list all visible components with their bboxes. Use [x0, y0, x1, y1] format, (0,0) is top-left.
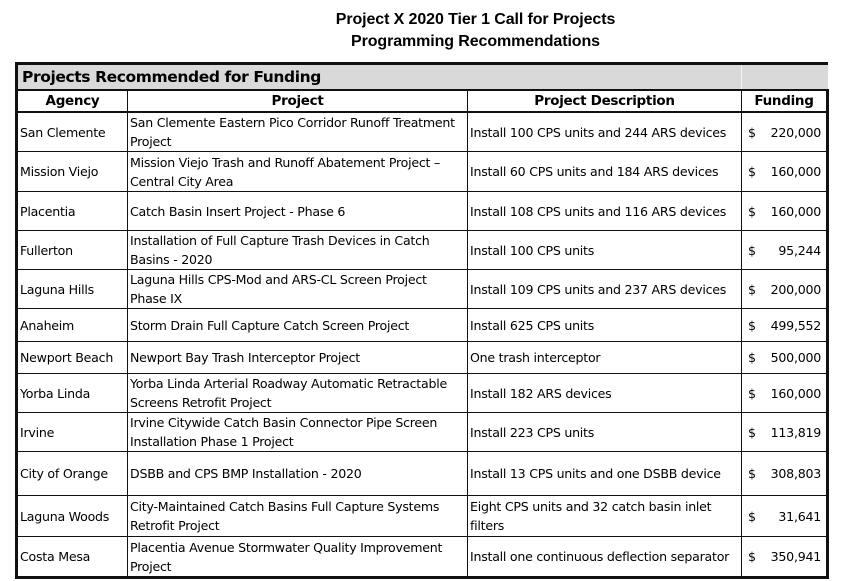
- currency-symbol: $: [748, 242, 756, 258]
- funding-cell: [742, 270, 828, 309]
- funding-cell: [742, 231, 828, 270]
- funding-value: 500,000: [770, 350, 821, 365]
- funding-amount: [747, 464, 821, 483]
- funding-cell: [742, 496, 828, 537]
- currency-symbol: $: [748, 424, 756, 440]
- table-row: [17, 152, 828, 192]
- funding-value: 160,000: [770, 385, 821, 401]
- project-cell: Irvine Citywide Catch Basin Connector Pipe Screen Installation Phase 1 Project: [128, 413, 468, 452]
- table-row: [17, 192, 828, 231]
- table-row: [17, 537, 828, 578]
- agency-cell: Placentia: [17, 192, 128, 231]
- funding-value: 308,803: [770, 466, 821, 481]
- description-cell: Install 13 CPS units and one DSBB device: [468, 452, 742, 496]
- project-cell: DSBB and CPS BMP Installation - 2020: [128, 452, 468, 496]
- column-header-agency: Agency: [17, 90, 128, 112]
- agency-cell: Laguna Woods: [17, 496, 128, 537]
- project-cell: Placentia Avenue Stormwater Quality Improvement Project: [128, 537, 468, 578]
- description-cell: Eight CPS units and 32 catch basin inlet filters: [468, 496, 742, 537]
- agency-cell: City of Orange: [17, 452, 128, 496]
- column-header-funding: Funding: [742, 90, 828, 112]
- title-line-2: Programming Recommendations: [351, 33, 600, 50]
- funding-amount: [747, 280, 821, 299]
- project-cell: Laguna Hills CPS-Mod and ARS-CL Screen Project Phase IX: [128, 270, 468, 309]
- description-cell: Install 182 ARS devices: [468, 374, 742, 413]
- funding-cell: [742, 537, 828, 578]
- project-cell: Installation of Full Capture Trash Devices in Catch Basins - 2020: [128, 231, 468, 270]
- funding-amount: [747, 384, 821, 403]
- project-cell: Mission Viejo Trash and Runoff Abatement Project – Central City Area: [128, 152, 468, 192]
- agency-cell: Costa Mesa: [17, 537, 128, 578]
- table-row: [17, 231, 828, 270]
- project-cell: Catch Basin Insert Project - Phase 6: [128, 192, 468, 231]
- currency-symbol: $: [748, 317, 756, 333]
- currency-symbol: $: [748, 164, 756, 179]
- agency-cell: Anaheim: [17, 309, 128, 342]
- section-title: Projects Recommended for Funding: [17, 64, 742, 91]
- funding-cell: [742, 112, 828, 152]
- description-cell: One trash interceptor: [468, 342, 742, 374]
- section-header-row: [17, 64, 828, 91]
- agency-cell: Fullerton: [17, 231, 128, 270]
- currency-symbol: $: [748, 350, 756, 365]
- project-cell: Yorba Linda Arterial Roadway Automatic Retractable Screens Retrofit Project: [128, 374, 468, 413]
- project-cell: City-Maintained Catch Basins Full Capture Systems Retrofit Project: [128, 496, 468, 537]
- table-row: [17, 342, 828, 374]
- agency-cell: San Clemente: [17, 112, 128, 152]
- funding-amount: [747, 348, 821, 367]
- funding-table: [15, 62, 829, 579]
- funding-amount: [747, 241, 821, 260]
- description-cell: Install 625 CPS units: [468, 309, 742, 342]
- table-row: [17, 112, 828, 152]
- currency-symbol: $: [748, 549, 756, 564]
- table-row: [17, 413, 828, 452]
- column-header-project: Project: [128, 90, 468, 112]
- document-title: [0, 9, 841, 53]
- table-body: [17, 112, 828, 578]
- project-cell: Newport Bay Trash Interceptor Project: [128, 342, 468, 374]
- funding-amount: [747, 316, 821, 335]
- funding-value: 350,941: [770, 549, 821, 564]
- project-cell: Storm Drain Full Capture Catch Screen Project: [128, 309, 468, 342]
- table-row: [17, 309, 828, 342]
- currency-symbol: $: [748, 203, 756, 219]
- section-title-blank-cell: [742, 64, 828, 91]
- funding-amount: [747, 423, 821, 442]
- project-cell: San Clemente Eastern Pico Corridor Runoff Treatment Project: [128, 112, 468, 152]
- agency-cell: Yorba Linda: [17, 374, 128, 413]
- title-line-1: Project X 2020 Tier 1 Call for Projects: [335, 11, 616, 28]
- funding-cell: [742, 413, 828, 452]
- funding-value: 200,000: [770, 281, 821, 297]
- currency-symbol: $: [748, 466, 756, 481]
- table-row: [17, 452, 828, 496]
- description-cell: Install 100 CPS units: [468, 231, 742, 270]
- funding-value: 31,641: [778, 508, 821, 524]
- description-cell: Install 108 CPS units and 116 ARS devices: [468, 192, 742, 231]
- description-cell: Install 109 CPS units and 237 ARS devices: [468, 270, 742, 309]
- funding-cell: [742, 192, 828, 231]
- column-header-row: [17, 90, 828, 112]
- currency-symbol: $: [748, 124, 756, 140]
- funding-cell: [742, 374, 828, 413]
- funding-value: 160,000: [770, 203, 821, 219]
- agency-cell: Mission Viejo: [17, 152, 128, 192]
- table-row: [17, 496, 828, 537]
- funding-amount: [747, 547, 821, 566]
- agency-cell: Laguna Hills: [17, 270, 128, 309]
- funding-amount: [747, 202, 821, 221]
- funding-amount: [747, 123, 821, 142]
- agency-cell: Newport Beach: [17, 342, 128, 374]
- column-header-description: Project Description: [468, 90, 742, 112]
- funding-cell: [742, 452, 828, 496]
- funding-value: 499,552: [770, 317, 821, 333]
- currency-symbol: $: [748, 508, 756, 524]
- funding-cell: [742, 309, 828, 342]
- funding-value: 160,000: [770, 164, 821, 179]
- funding-amount: [747, 162, 821, 181]
- funding-amount: [747, 507, 821, 526]
- table-row: [17, 270, 828, 309]
- table-row: [17, 374, 828, 413]
- description-cell: Install one continuous deflection separator: [468, 537, 742, 578]
- funding-value: 113,819: [770, 424, 821, 440]
- funding-cell: [742, 152, 828, 192]
- currency-symbol: $: [748, 281, 756, 297]
- currency-symbol: $: [748, 385, 756, 401]
- description-cell: Install 60 CPS units and 184 ARS devices: [468, 152, 742, 192]
- funding-value: 95,244: [778, 242, 821, 258]
- description-cell: Install 100 CPS units and 244 ARS devices: [468, 112, 742, 152]
- agency-cell: Irvine: [17, 413, 128, 452]
- funding-value: 220,000: [770, 124, 821, 140]
- funding-cell: [742, 342, 828, 374]
- description-cell: Install 223 CPS units: [468, 413, 742, 452]
